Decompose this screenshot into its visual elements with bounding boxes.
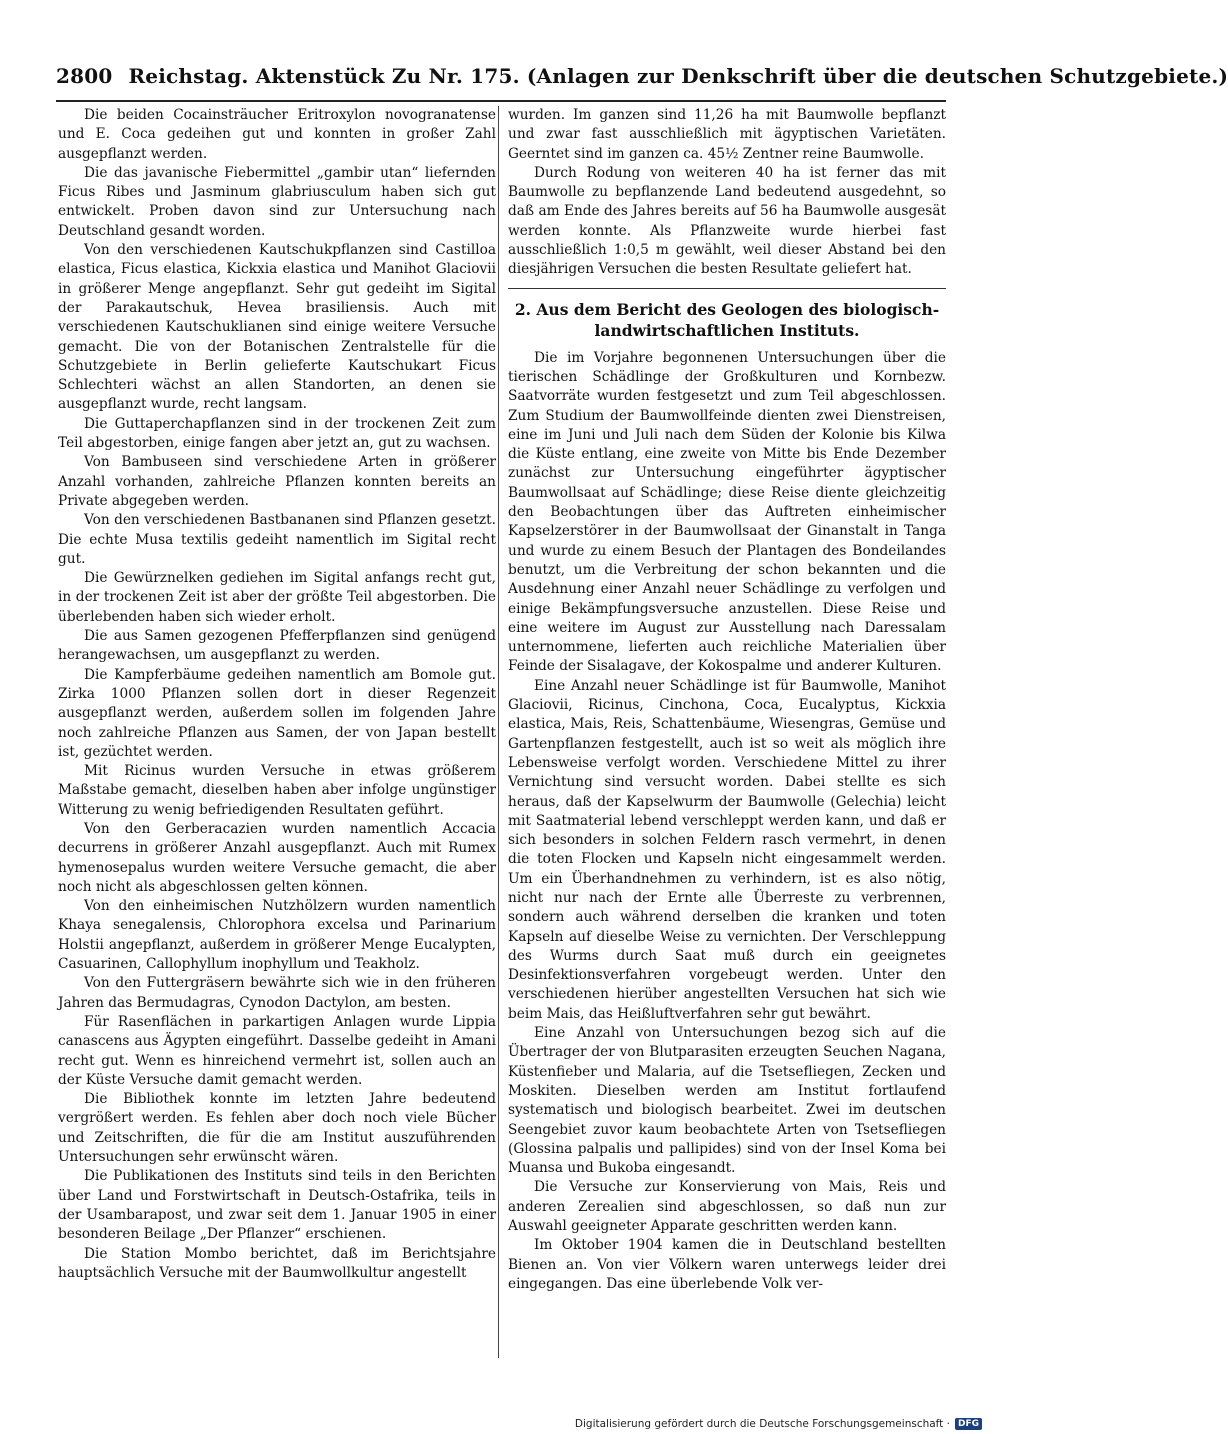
page-number: 2800: [56, 64, 113, 88]
paragraph: Von den verschiedenen Kautschukpflanzen sind Castilloa elastica, Ficus elastica, Kickxia elastica und Manihot Glaciovii in größerer Menge angepflanzt. Sehr gut gedeiht im Sigital der Parakautschuk, Hevea brasiliensis. Auch mit verschiedenen Kautschuklianen sind einige weitere Versuche gemacht. Die von der Botanischen Zentralstelle für die Schutzgebiete in Berlin gelieferte Kautschukart Ficus Schlechteri wächst an allen Standorten, an denen sie ausgepflanzt wurde, recht langsam.: [58, 242, 496, 413]
paragraph: Die beiden Cocainsträucher Eritroxylon novogranatense und E. Coca gedeihen gut und konnten in großer Zahl ausgepflanzt werden.: [58, 107, 496, 162]
paragraph: Von den Gerberacazien wurden namentlich Accacia decurrens in größerer Anzahl ausgepflanzt. Auch mit Rumex hymenosepalus wurden weitere Versuche gemacht, die aber noch nicht als abgeschlossen gelten können.: [58, 820, 496, 895]
column-divider: [498, 106, 499, 1358]
running-title: Reichstag. Aktenstück Zu Nr. 175. (Anlagen zur Denkschrift über die deutschen Schutzgebiete.): [128, 64, 1228, 88]
digitization-credit: [575, 1416, 982, 1432]
paragraph: Die Bibliothek konnte im letzten Jahre bedeutend vergrößert werden. Es fehlen aber doch noch viele Bücher und Zeitschriften, die für die am Institut auszuführenden Untersuchungen sehr erwünscht wären.: [58, 1091, 496, 1166]
paragraph: wurden. Im ganzen sind 11,26 ha mit Baumwolle bepflanzt und zwar fast ausschließlich mit ägyptischen Varietäten. Geerntet sind im ganzen ca. 45½ Zentner reine Baumwolle.: [508, 107, 946, 162]
paragraph: Die Gewürznelken gediehen im Sigital anfangs recht gut, in der trockenen Zeit ist aber der größte Teil abgestorben. Die überlebenden haben sich wieder erholt.: [58, 570, 496, 625]
paragraph: Im Oktober 1904 kamen die in Deutschland bestellten Bienen an. Von vier Völkern waren unterwegs leider drei eingegangen. Das eine überlebende Volk ver-: [508, 1237, 946, 1292]
paragraph: Von den verschiedenen Bastbananen sind Pflanzen gesetzt. Die echte Musa textilis gedeiht namentlich im Sigital recht gut.: [58, 512, 496, 567]
section-rule: [508, 288, 946, 289]
paragraph: Die aus Samen gezogenen Pfefferpflanzen sind genügend herangewachsen, um ausgepflanzt zu werden.: [58, 628, 496, 664]
paragraph: Die Publikationen des Instituts sind teils in den Berichten über Land und Forstwirtschaft in Deutsch-Ostafrika, teils in der Usambarapost, und zwar seit dem 1. Januar 1905 in einer besonderen Beilage „Der Pflanzer“ erschienen.: [58, 1168, 496, 1243]
dfg-logo: DFG: [955, 1418, 982, 1430]
paragraph: Durch Rodung von weiteren 40 ha ist ferner das mit Baumwolle zu bepflanzende Land bedeutend ausgedehnt, so daß am Ende des Jahres bereits auf 56 ha Baumwolle ausgesät werden konnte. Als Pflanzweite wurde hierbei fast ausschließlich 1:0,5 m gewählt, weil dieser Abstand bei den diesjährigen Versuchen die besten Resultate geliefert hat.: [508, 164, 946, 278]
paragraph: Eine Anzahl neuer Schädlinge ist für Baumwolle, Manihot Glaciovii, Ricinus, Cinchona, Coca, Eucalyptus, Kickxia elastica, Mais, Reis, Schattenbäume, Wiesengras, Gemüse und Gartenpflanzen festgestellt, auch ist so weit als möglich ihre Lebensweise verfolgt worden. Verschiedene Mittel zu ihrer Vernichtung sind versucht worden. Dabei stellte es sich heraus, daß der Kapselwurm der Baumwolle (Gelechia) leicht mit Saatmaterial lebend verschleppt werden kann, und daß er sich besonders in solchen Feldern rasch vermehrt, in denen die toten Flocken und Kapseln nicht eingesammelt werden. Um ein Überhandnehmen zu verhindern, ist es also nötig, nicht nur nach der Ernte alle Überreste zu verbrennen, sondern auch während derselben die kranken und toten Kapseln auf dieselbe Weise zu vernichten. Der Verschleppung des Wurms durch Saat muß durch ein geeignetes Desinfektionsverfahren vorgebeugt werden. Unter den verschiedenen hierüber angestellten Versuchen hat sich wie beim Mais, das Heißluftverfahren sehr gut bewährt.: [508, 677, 946, 1022]
right-column-top: [508, 106, 946, 280]
paragraph: Die Kampferbäume gedeihen namentlich am Bomole gut. Zirka 1000 Pflanzen sollen dort in dieser Regenzeit ausgepflanzt werden, außerdem sollen im folgenden Jahre noch zahlreiche Pflanzen aus Samen, der von Japan bestellt ist, gezüchtet werden.: [58, 666, 496, 760]
paragraph: Die Station Mombo berichtet, daß im Berichtsjahre hauptsächlich Versuche mit der Baumwollkultur angestellt: [58, 1245, 496, 1281]
paragraph: Die im Vorjahre begonnenen Untersuchungen über die tierischen Schädlinge der Großkulturen und Kornbezw. Saatvorräte wurden festgesetzt und zum Teil abgeschlossen. Zum Studium der Baumwollfeinde dienten zwei Dienstreisen, eine im Juni und Juli nach dem Süden der Kolonie bis Kilwa die Küste entlang, eine zweite von Mitte bis Ende Dezember zunächst zur Untersuchung eingeführter ägyptischer Baumwollsaat auf Schädlinge; diese Reise diente gleichzeitig den Beobachtungen über das Auftreten einheimischer Kapselzerstörer in der Baumwollsaat der Ginanstalt in Tanga und wurde zu einem Besuch der Plantagen des Bondeilandes benutzt, um die Verbreitung der schon bekannten und die Ausdehnung einer Anzahl neuer Schädlinge zu verfolgen und einige Bekämpfungsversuche anzustellen. Diese Reise und eine weitere im August zur Ausstellung nach Daressalam unternommene, lieferten auch reichliche Materialien über Feinde der Sisalagave, der Kokospalme und anderer Kulturen.: [508, 349, 946, 675]
paragraph: Für Rasenflächen in parkartigen Anlagen wurde Lippia canascens aus Ägypten eingeführt. Dasselbe gedeiht in Amani recht gut. Wenn es hinreichend vermehrt ist, sollen auch an der Küste Versuche damit gemacht werden.: [58, 1013, 496, 1088]
paragraph: Die Guttaperchapflanzen sind in der trockenen Zeit zum Teil abgestorben, einige fangen aber jetzt an, gut zu wachsen.: [58, 415, 496, 452]
paragraph: Mit Ricinus wurden Versuche in etwas größerem Maßstabe gemacht, dieselben haben aber infolge ungünstiger Witterung zu wenig befriedigenden Resultaten geführt.: [58, 763, 496, 818]
paragraph: Von Bambuseen sind verschiedene Arten in größerer Anzahl vorhanden, zahlreiche Pflanzen konnten bereits an Private abgegeben werden.: [58, 454, 496, 509]
paragraph: Die das javanische Fiebermittel „gambir utan“ liefernden Ficus Ribes und Jasminum glabriusculum haben sich gut entwickelt. Proben davon sind zur Untersuchung nach Deutschland gesandt worden.: [58, 164, 496, 239]
header-rule: [56, 100, 946, 102]
section-heading: 2. Aus dem Bericht des Geologen des biologisch-landwirtschaftlichen Instituts.: [514, 299, 940, 340]
right-column: [508, 106, 946, 1358]
page-header: [56, 58, 1228, 94]
left-column: [58, 106, 496, 1358]
paragraph: Von den einheimischen Nutzhölzern wurden namentlich Khaya senegalensis, Chlorophora excelsa und Parinarium Holstii angepflanzt, außerdem in größerer Menge Eucalypten, Casuarinen, Callophyllum inophyllum und Teakholz.: [58, 898, 496, 973]
paragraph: Eine Anzahl von Untersuchungen bezog sich auf die Übertrager der von Blutparasiten erzeugten Seuchen Nagana, Küstenfieber und Malaria, auf die Tsetsefliegen, Zecken und Moskiten. Dieselben werden am Institut fortlaufend systematisch und biologisch bearbeitet. Zwei im deutschen Seengebiet zuvor kaum beobachtete Arten von Tsetsefliegen (Glossina palpalis und pallipides) sind von der Insel Koma bei Muansa und Bukoba eingesandt.: [508, 1025, 946, 1177]
credit-text: Digitalisierung gefördert durch die Deutsche Forschungsgemeinschaft ·: [574, 1418, 950, 1430]
paragraph: Die Versuche zur Konservierung von Mais, Reis und anderen Zerealien sind abgeschlossen, so daß nun zur Auswahl geeigneter Apparate geschritten werden kann.: [508, 1179, 946, 1235]
paragraph: Von den Futtergräsern bewährte sich wie in den früheren Jahren das Bermudagras, Cynodon Dactylon, am besten.: [58, 975, 496, 1011]
right-column-bottom: [508, 349, 946, 1295]
